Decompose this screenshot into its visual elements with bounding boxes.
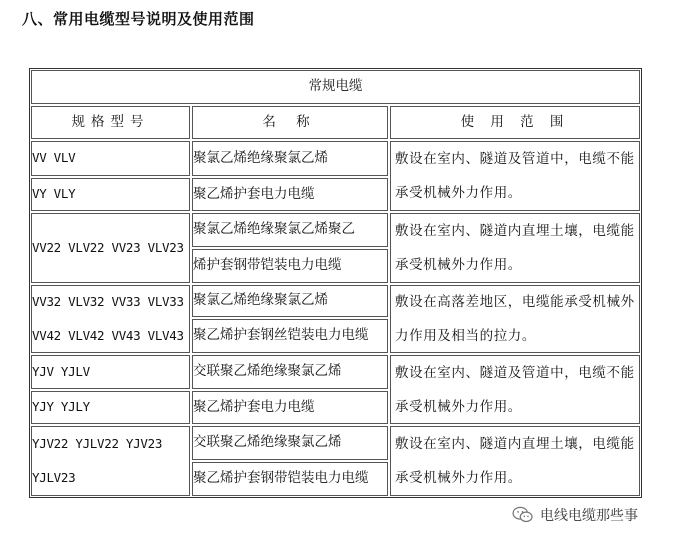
model-cell [31, 426, 190, 496]
range-line: 承受机械外力作用。 [395, 470, 522, 486]
model-line: VV42 VLV42 VV43 VLV43 [32, 328, 184, 343]
model-line: VV32 VLV32 VV33 VLV33 [32, 294, 184, 309]
range-line: 承受机械外力作用。 [395, 185, 522, 201]
model-line: YJLV23 [32, 470, 76, 485]
range-cell [390, 355, 640, 424]
range-line: 承受机械外力作用。 [395, 257, 522, 273]
name-cell: 聚氯乙烯绝缘聚氯乙烯 [192, 141, 388, 176]
model-cell [31, 285, 190, 353]
name-cell: 聚乙烯护套电力电缆 [192, 391, 388, 424]
range-line: 敷设在高落差地区，电缆能承受机械外 [395, 294, 635, 310]
model-cell: VV22 VLV22 VV23 VLV23 [31, 213, 190, 283]
model-line: YJV22 YJLV22 YJV23 [32, 436, 163, 451]
name-cell: 聚氯乙烯绝缘聚氯乙烯 [192, 285, 388, 317]
watermark-text: 电线电缆那些事 [540, 508, 638, 524]
range-line: 承受机械外力作用。 [395, 398, 522, 415]
range-cell [390, 426, 640, 496]
model-cell: VV VLV [31, 141, 190, 176]
table-title: 常规电缆 [31, 70, 640, 104]
range-cell [390, 285, 640, 353]
name-cell: 聚乙烯护套电力电缆 [192, 178, 388, 211]
model-cell: YJV YJLV [31, 355, 190, 389]
name-cell: 交联聚乙烯绝缘聚氯乙烯 [192, 426, 388, 460]
watermark [512, 505, 638, 525]
range-cell [390, 141, 640, 211]
header-range: 使 用 范 围 [390, 106, 640, 139]
range-line: 力作用及相当的拉力。 [395, 328, 536, 344]
header-model: 规格型号 [31, 106, 190, 139]
range-line: 敷设在室内、隧道及管道中，电缆不能 [395, 151, 635, 167]
name-cell: 聚乙烯护套钢丝铠装电力电缆 [192, 319, 388, 353]
wechat-icon [512, 506, 534, 524]
name-cell: 聚乙烯护套钢带铠装电力电缆 [192, 462, 388, 496]
model-cell: YJY YJLY [31, 391, 190, 424]
name-cell: 交联聚乙烯绝缘聚氯乙烯 [192, 355, 388, 389]
name-cell: 聚氯乙烯绝缘聚氯乙烯聚乙 [192, 213, 388, 247]
model-cell: VY VLY [31, 178, 190, 211]
page-heading: 八、常用电缆型号说明及使用范围 [22, 10, 255, 28]
range-line: 敷设在室内、隧道内直埋土壤，电缆能 [395, 223, 635, 239]
range-line: 敷设在室内、隧道及管道中，电缆不能 [395, 364, 635, 381]
range-cell [390, 213, 640, 283]
header-name: 名 称 [192, 106, 388, 139]
range-line: 敷设在室内、隧道内直埋土壤，电缆能 [395, 436, 635, 452]
name-cell: 烯护套钢带铠装电力电缆 [192, 249, 388, 283]
